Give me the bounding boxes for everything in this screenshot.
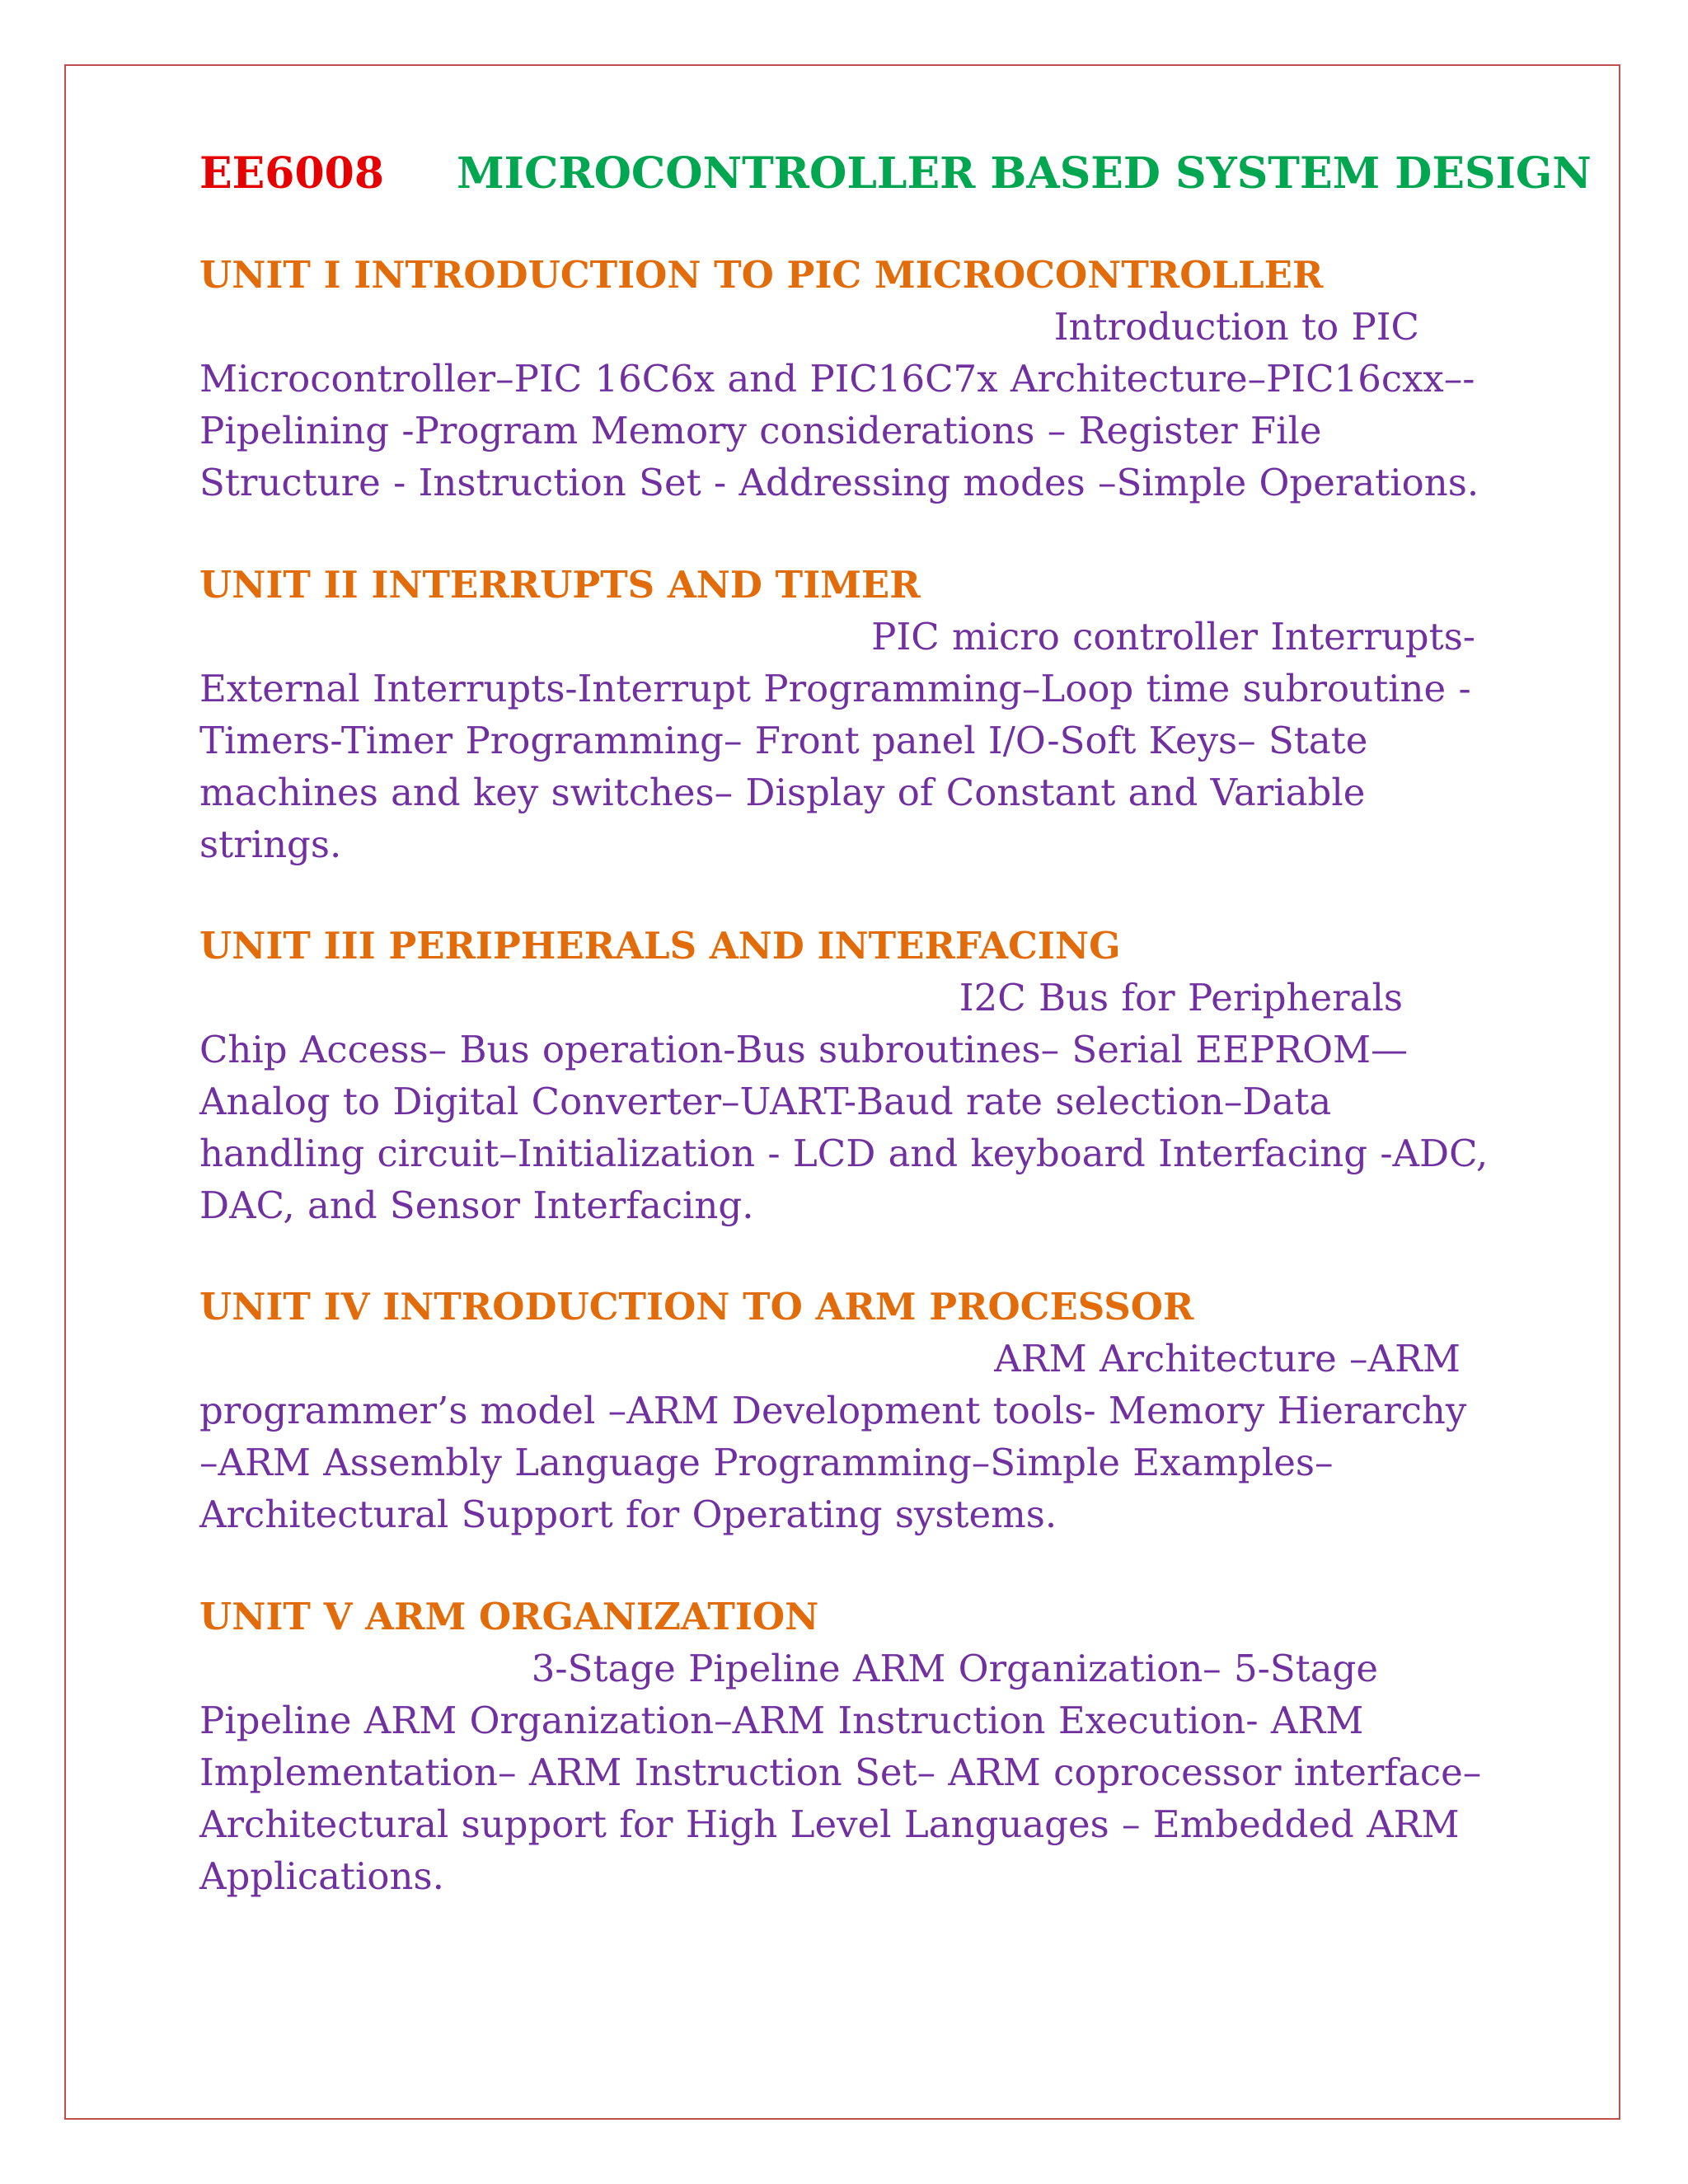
unit-4-section [199,1281,1485,1540]
unit-4-line-2: programmer’s model –ARM Development tools- Memory Hierarchy [199,1389,1467,1432]
unit-5-line-5: Applications. [199,1854,444,1898]
unit-3-line-2: Chip Access– Bus operation-Bus subroutines– Serial EEPROM— [199,1028,1409,1071]
unit-2-line-1: PIC micro controller Interrupts- [871,615,1475,658]
unit-3-line-1: I2C Bus for Peripherals [959,976,1403,1019]
unit-4-line-4: Architectural Support for Operating systems. [199,1493,1057,1536]
unit-3-line-5: DAC, and Sensor Interfacing. [199,1183,754,1227]
unit-1-section [199,249,1485,509]
unit-4-line-3: –ARM Assembly Language Programming–Simple Examples– [199,1441,1334,1484]
unit-1-line-1: Introduction to PIC [1053,305,1419,349]
unit-4-line-1: ARM Architecture –ARM [994,1337,1461,1380]
unit-1-line-4: Structure - Instruction Set - Addressing modes –Simple Operations. [199,461,1479,504]
unit-5-line-2: Pipeline ARM Organization–ARM Instruction Execution- ARM [199,1699,1364,1742]
unit-2-section [199,559,1485,870]
unit-3-line-3: Analog to Digital Converter–UART-Baud rate selection–Data [199,1080,1332,1123]
unit-5-line-4: Architectural support for High Level Languages – Embedded ARM [199,1802,1460,1846]
unit-3-heading: UNIT III PERIPHERALS AND INTERFACING [199,924,1121,968]
unit-2-body [199,611,1485,870]
unit-2-line-5: strings. [199,823,342,866]
unit-5-section [199,1591,1485,1902]
unit-3-line-4: handling circuit–Initialization - LCD and keyboard Interfacing -ADC, [199,1132,1489,1175]
course-title [199,148,1592,199]
unit-4-heading: UNIT IV INTRODUCTION TO ARM PROCESSOR [199,1285,1194,1329]
unit-4-body [199,1333,1485,1540]
unit-2-line-2: External Interrupts-Interrupt Programming–Loop time subroutine - [199,667,1471,710]
course-code: EE6008 [199,148,384,199]
unit-5-line-1: 3-Stage Pipeline ARM Organization– 5-Stage [531,1647,1378,1690]
unit-2-line-3: Timers-Timer Programming– Front panel I/O-Soft Keys– State [199,719,1368,762]
unit-3-section [199,920,1489,1231]
unit-1-line-2: Microcontroller–PIC 16C6x and PIC16C7x Architecture–PIC16cxx–- [199,357,1475,401]
course-name: MICROCONTROLLER BASED SYSTEM DESIGN [457,148,1592,199]
unit-5-body [199,1643,1485,1902]
unit-5-heading: UNIT V ARM ORGANIZATION [199,1595,819,1638]
unit-1-line-3: Pipelining -Program Memory considerations – Register File [199,409,1322,452]
unit-2-line-4: machines and key switches– Display of Constant and Variable [199,771,1366,814]
unit-1-heading: UNIT I INTRODUCTION TO PIC MICROCONTROLLER [199,253,1324,297]
unit-2-heading: UNIT II INTERRUPTS AND TIMER [199,563,921,607]
unit-3-body [199,972,1489,1231]
unit-1-body [199,301,1485,509]
unit-5-line-3: Implementation– ARM Instruction Set– ARM coprocessor interface– [199,1750,1482,1794]
